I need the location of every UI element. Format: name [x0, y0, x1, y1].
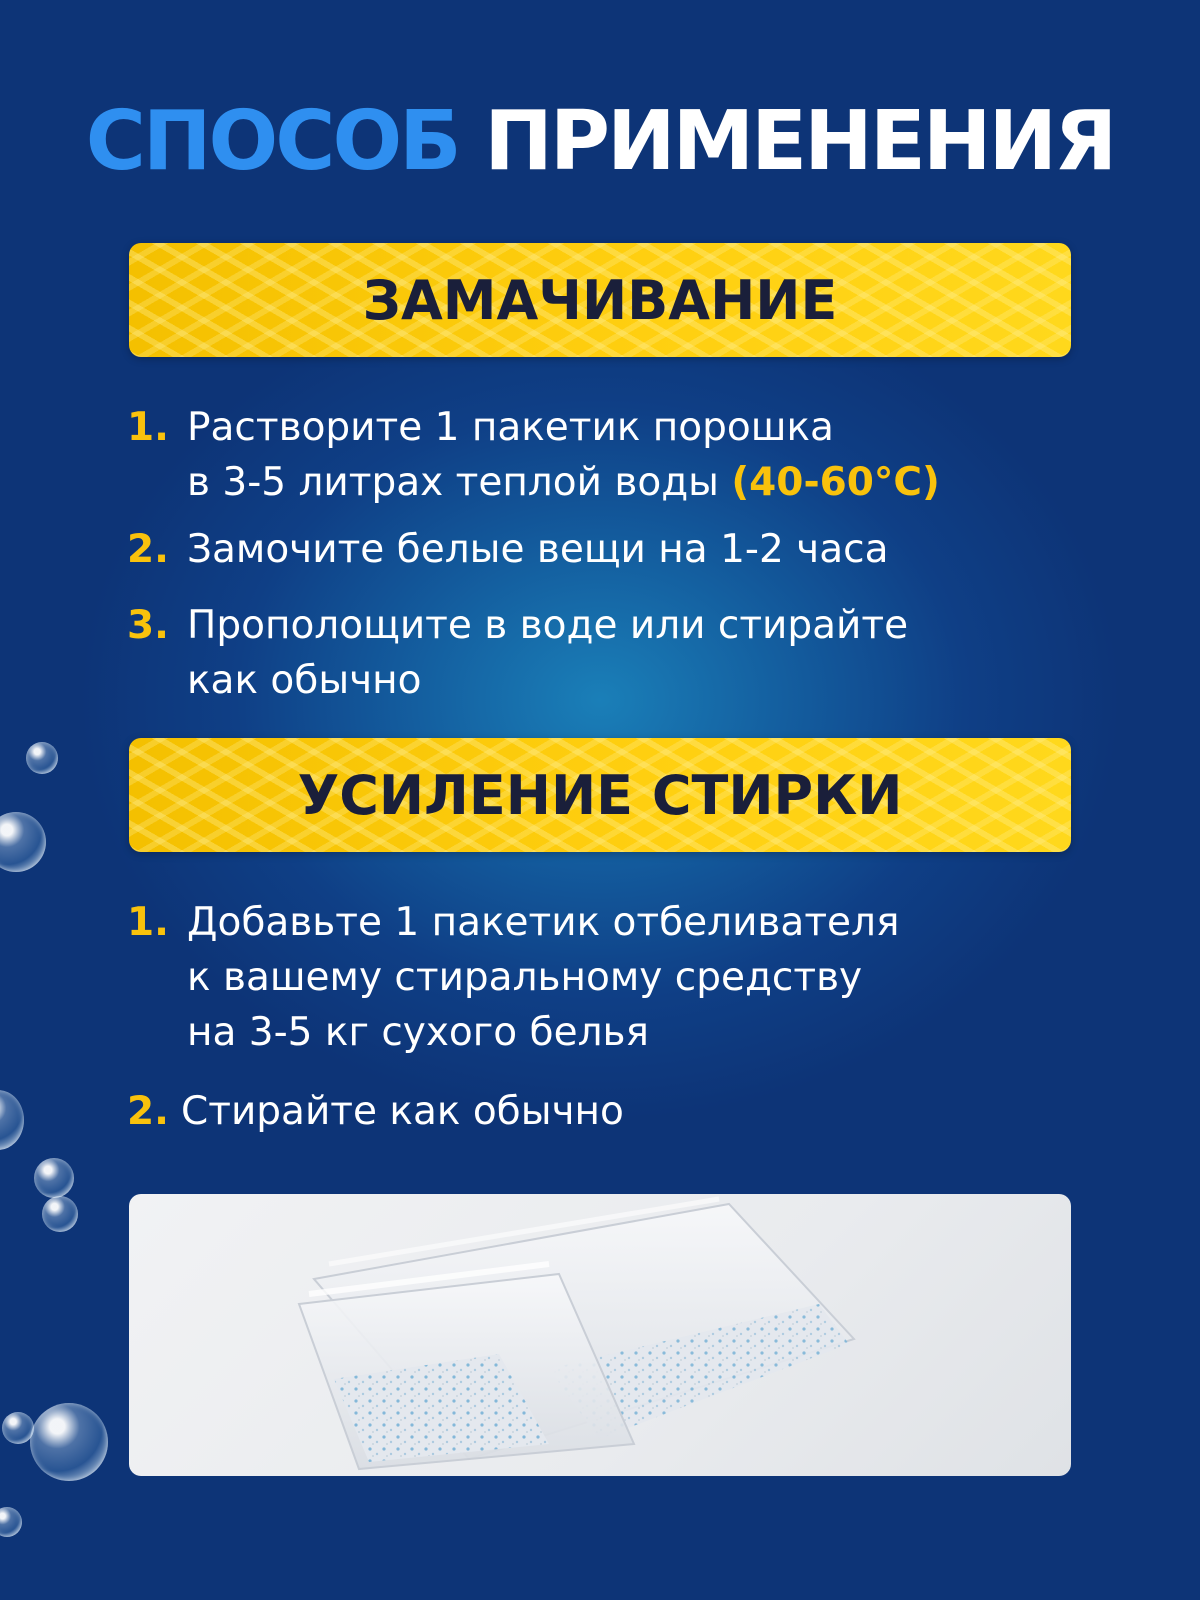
temperature-highlight: (40-60°C) — [731, 460, 940, 505]
product-photo — [129, 1194, 1071, 1476]
bubble-decoration — [30, 1403, 108, 1481]
soaking-step-3 — [127, 598, 908, 708]
step-number: 1. — [127, 900, 169, 945]
step-text-line-2: к вашему стиральному средству — [187, 955, 863, 1000]
step-number: 2. — [127, 527, 169, 572]
step-text-line-1: Растворите 1 пакетик порошка — [187, 405, 834, 450]
bubble-decoration — [0, 812, 46, 872]
bubble-decoration — [34, 1158, 74, 1198]
step-text-line-2-body: в 3-5 литрах теплой воды — [187, 460, 732, 505]
title-part-2: ПРИМЕНЕНИЯ — [484, 94, 1115, 189]
soaking-step-2 — [127, 522, 888, 577]
step-text-line-1: Замочите белые вещи на 1-2 часа — [187, 527, 889, 572]
step-text-line-1: Прополощите в воде или стирайте — [187, 603, 909, 648]
step-text-line-2: как обычно — [187, 658, 422, 703]
bubble-decoration — [26, 742, 58, 774]
step-number: 3. — [127, 603, 169, 648]
section-soaking-banner — [129, 243, 1071, 357]
soaking-step-1 — [127, 400, 940, 510]
step-text-line-1: Стирайте как обычно — [181, 1089, 624, 1134]
step-number: 2. — [127, 1089, 169, 1134]
page-title — [0, 92, 1200, 192]
powder-sachets-image — [129, 1194, 1071, 1476]
wash-step-1 — [127, 895, 899, 1060]
step-text-line-3: на 3-5 кг сухого белья — [187, 1010, 649, 1055]
bubble-decoration — [0, 1507, 22, 1537]
wash-step-2 — [127, 1084, 624, 1139]
step-number: 1. — [127, 405, 169, 450]
section-wash-boost-heading: УСИЛЕНИЕ СТИРКИ — [297, 763, 903, 827]
bubble-decoration — [0, 1090, 24, 1150]
section-wash-boost-banner — [129, 738, 1071, 852]
step-text-line-2 — [127, 455, 940, 510]
step-text-line-1: Добавьте 1 пакетик отбеливателя — [187, 900, 900, 945]
bubble-decoration — [42, 1196, 78, 1232]
title-part-1: СПОСОБ — [85, 94, 459, 189]
section-soaking-heading: ЗАМАЧИВАНИЕ — [362, 268, 838, 332]
